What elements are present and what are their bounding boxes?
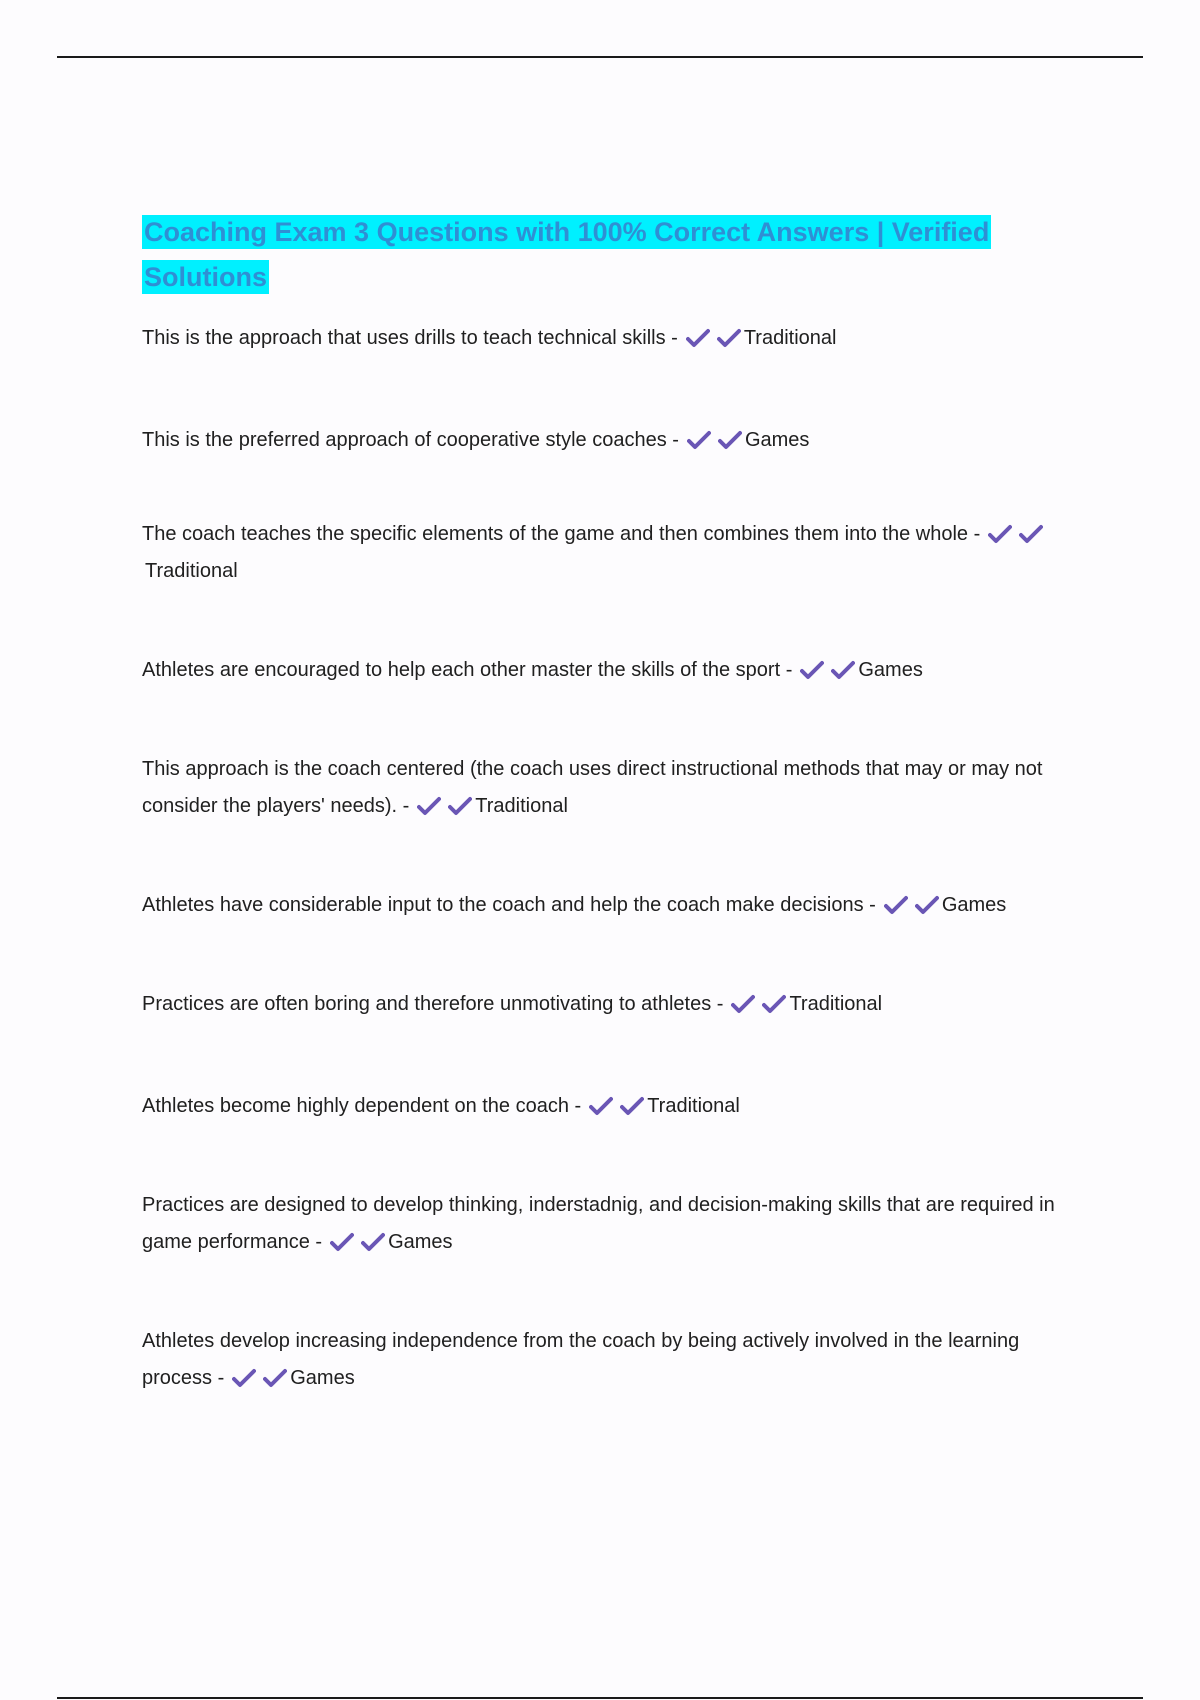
answer-text: Games [941, 894, 1007, 916]
answer-text: Games [290, 1367, 355, 1389]
answer-text: Games [858, 659, 923, 681]
question-text: Athletes become highly dependent on the coach - [142, 1095, 582, 1117]
answer-text: Games [388, 1231, 453, 1253]
check-icon [831, 659, 855, 681]
check-icon [1019, 523, 1043, 545]
check-icon [988, 523, 1012, 545]
check-icon [589, 1095, 613, 1117]
answer-text: Traditional [743, 327, 837, 349]
question-text: Athletes develop increasing independence from the coach by being actively involved in the learning process - [142, 1330, 1020, 1389]
qa-item [142, 1088, 1062, 1125]
footer-rule [57, 1697, 1143, 1699]
qa-item [142, 986, 1062, 1023]
answer-text: Traditional [789, 993, 883, 1015]
qa-item [142, 422, 1062, 459]
answer-text: Traditional [647, 1095, 740, 1117]
check-icon [731, 993, 755, 1015]
check-icon [686, 327, 710, 349]
check-icon [417, 795, 441, 817]
check-icon [263, 1367, 287, 1389]
qa-item [142, 516, 1062, 590]
qa-item [142, 1323, 1062, 1397]
question-text: This is the preferred approach of cooperative style coaches - [142, 429, 679, 451]
question-text: Athletes have considerable input to the coach and help the coach make decisions - [142, 894, 876, 916]
check-icon [620, 1095, 644, 1117]
qa-item [142, 751, 1062, 825]
check-icon [687, 429, 711, 451]
qa-item [142, 887, 1062, 924]
answer-text: Games [744, 429, 810, 451]
qa-item [142, 320, 1062, 357]
qa-list [142, 320, 1062, 1397]
check-icon [448, 795, 472, 817]
answer-text: Traditional [145, 560, 238, 582]
check-icon [884, 894, 908, 916]
check-icon [330, 1231, 354, 1253]
check-icon [915, 894, 939, 916]
check-icon [800, 659, 824, 681]
qa-item [142, 652, 1062, 689]
question-text: Practices are designed to develop thinking, inderstadnig, and decision-making skills that are required in game performance - [142, 1194, 1055, 1253]
question-text: The coach teaches the specific elements of the game and then combines them into the whole - [142, 523, 981, 545]
answer-text: Traditional [475, 795, 568, 817]
document-title [142, 210, 1062, 300]
header-rule [57, 56, 1143, 58]
check-icon [717, 327, 741, 349]
check-icon [718, 429, 742, 451]
qa-item [142, 1187, 1062, 1261]
question-text: Athletes are encouraged to help each other master the skills of the sport - [142, 659, 793, 681]
question-text: Practices are often boring and therefore unmotivating to athletes - [142, 993, 724, 1015]
question-text: This approach is the coach centered (the coach uses direct instructional methods that may or may not consider the players' needs). - [142, 758, 1043, 817]
question-text: This is the approach that uses drills to teach technical skills - [142, 327, 678, 349]
document-content [142, 210, 1062, 1397]
check-icon [361, 1231, 385, 1253]
check-icon [232, 1367, 256, 1389]
title-highlight: Coaching Exam 3 Questions with 100% Correct Answers | Verified Solutions [144, 217, 990, 292]
check-icon [762, 993, 786, 1015]
